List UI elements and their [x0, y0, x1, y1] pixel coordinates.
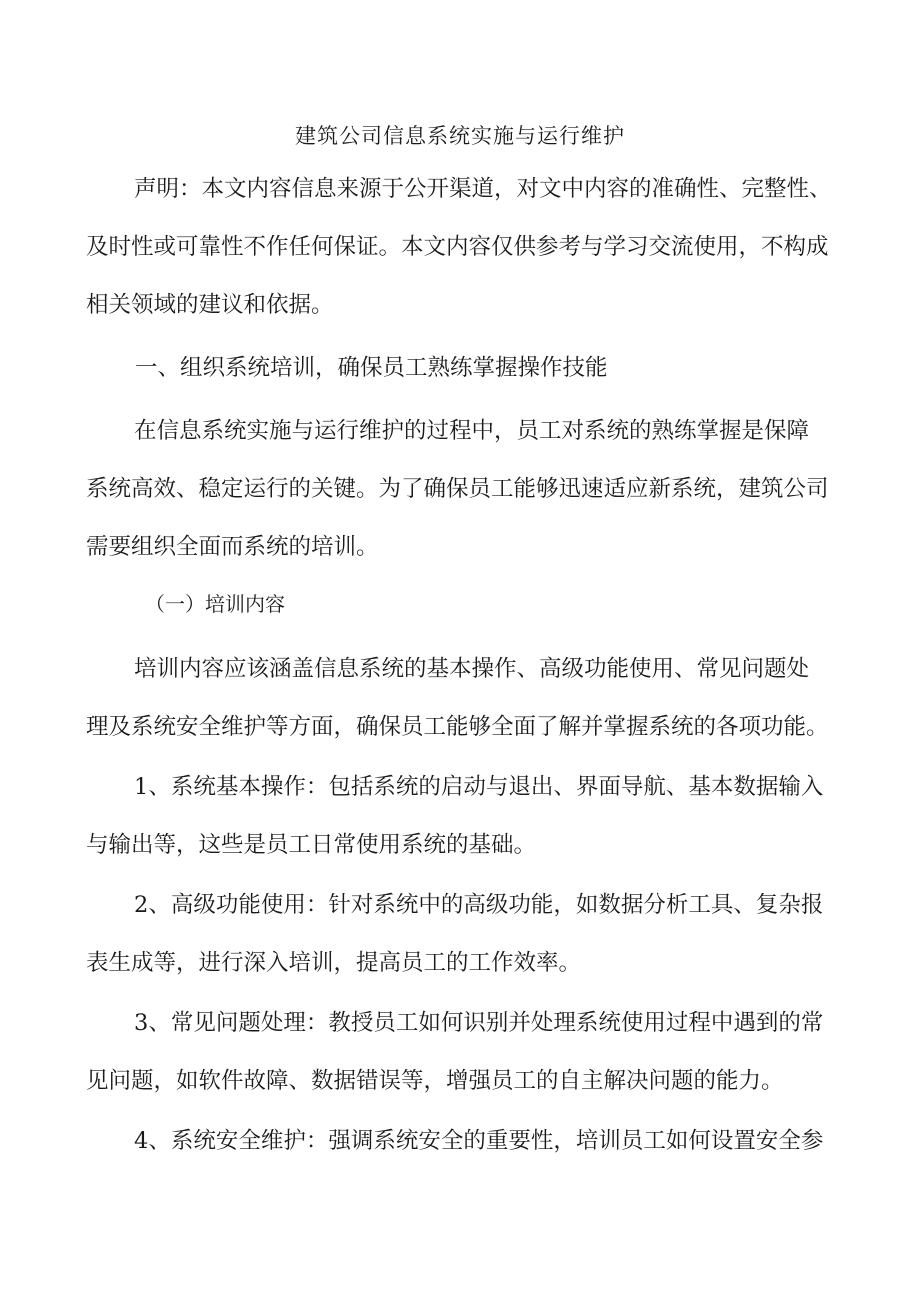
section-1-intro-line-3: 需要组织全面而系统的培训。	[86, 534, 379, 560]
list-item-2-line-1: 2、高级功能使用：针对系统中的高级功能，如数据分析工具、复杂报	[134, 892, 824, 918]
list-item-4	[86, 1112, 856, 1170]
list-item-1	[86, 758, 856, 874]
subsection-1-intro-line-1: 培训内容应该涵盖信息系统的基本操作、高级功能使用、常见问题处	[134, 656, 810, 682]
section-1-intro-paragraph	[86, 402, 856, 576]
list-item-3-line-2: 见问题，如软件故障、数据错误等，增强员工的自主解决问题的能力。	[86, 1068, 784, 1094]
section-1-intro-line-1: 在信息系统实施与运行维护的过程中，员工对系统的熟练掌握是保障	[134, 418, 810, 444]
disclaimer-line-1: 声明：本文内容信息来源于公开渠道，对文中内容的准确性、完整性、	[134, 176, 832, 202]
list-item-2	[86, 876, 856, 992]
list-item-3-line-1: 3、常见问题处理：教授员工如何识别并处理系统使用过程中遇到的常	[134, 1010, 824, 1036]
subsection-1-heading: （一）培训内容	[145, 592, 285, 616]
document-title: 建筑公司信息系统实施与运行维护	[295, 124, 625, 148]
section-1-heading: 一、组织系统培训，确保员工熟练掌握操作技能	[135, 355, 608, 381]
disclaimer-paragraph	[86, 160, 856, 334]
list-item-2-line-2: 表生成等，进行深入培训，提高员工的工作效率。	[86, 950, 582, 976]
list-item-3	[86, 994, 856, 1110]
list-item-4-line-1: 4、系统安全维护：强调系统安全的重要性，培训员工如何设置安全参	[134, 1128, 824, 1154]
section-1-intro-line-2: 系统高效、稳定运行的关键。为了确保员工能够迅速适应新系统，建筑公司	[86, 476, 829, 502]
list-item-1-line-1: 1、系统基本操作：包括系统的启动与退出、界面导航、基本数据输入	[134, 774, 824, 800]
disclaimer-line-3: 相关领域的建议和依据。	[86, 292, 334, 318]
disclaimer-line-2: 及时性或可靠性不作任何保证。本文内容仅供参考与学习交流使用，不构成	[86, 234, 829, 260]
list-item-1-line-2: 与输出等，这些是员工日常使用系统的基础。	[86, 832, 537, 858]
subsection-1-intro-paragraph	[86, 640, 856, 756]
subsection-1-intro-line-2: 理及系统安全维护等方面，确保员工能够全面了解并掌握系统的各项功能。	[86, 714, 829, 740]
